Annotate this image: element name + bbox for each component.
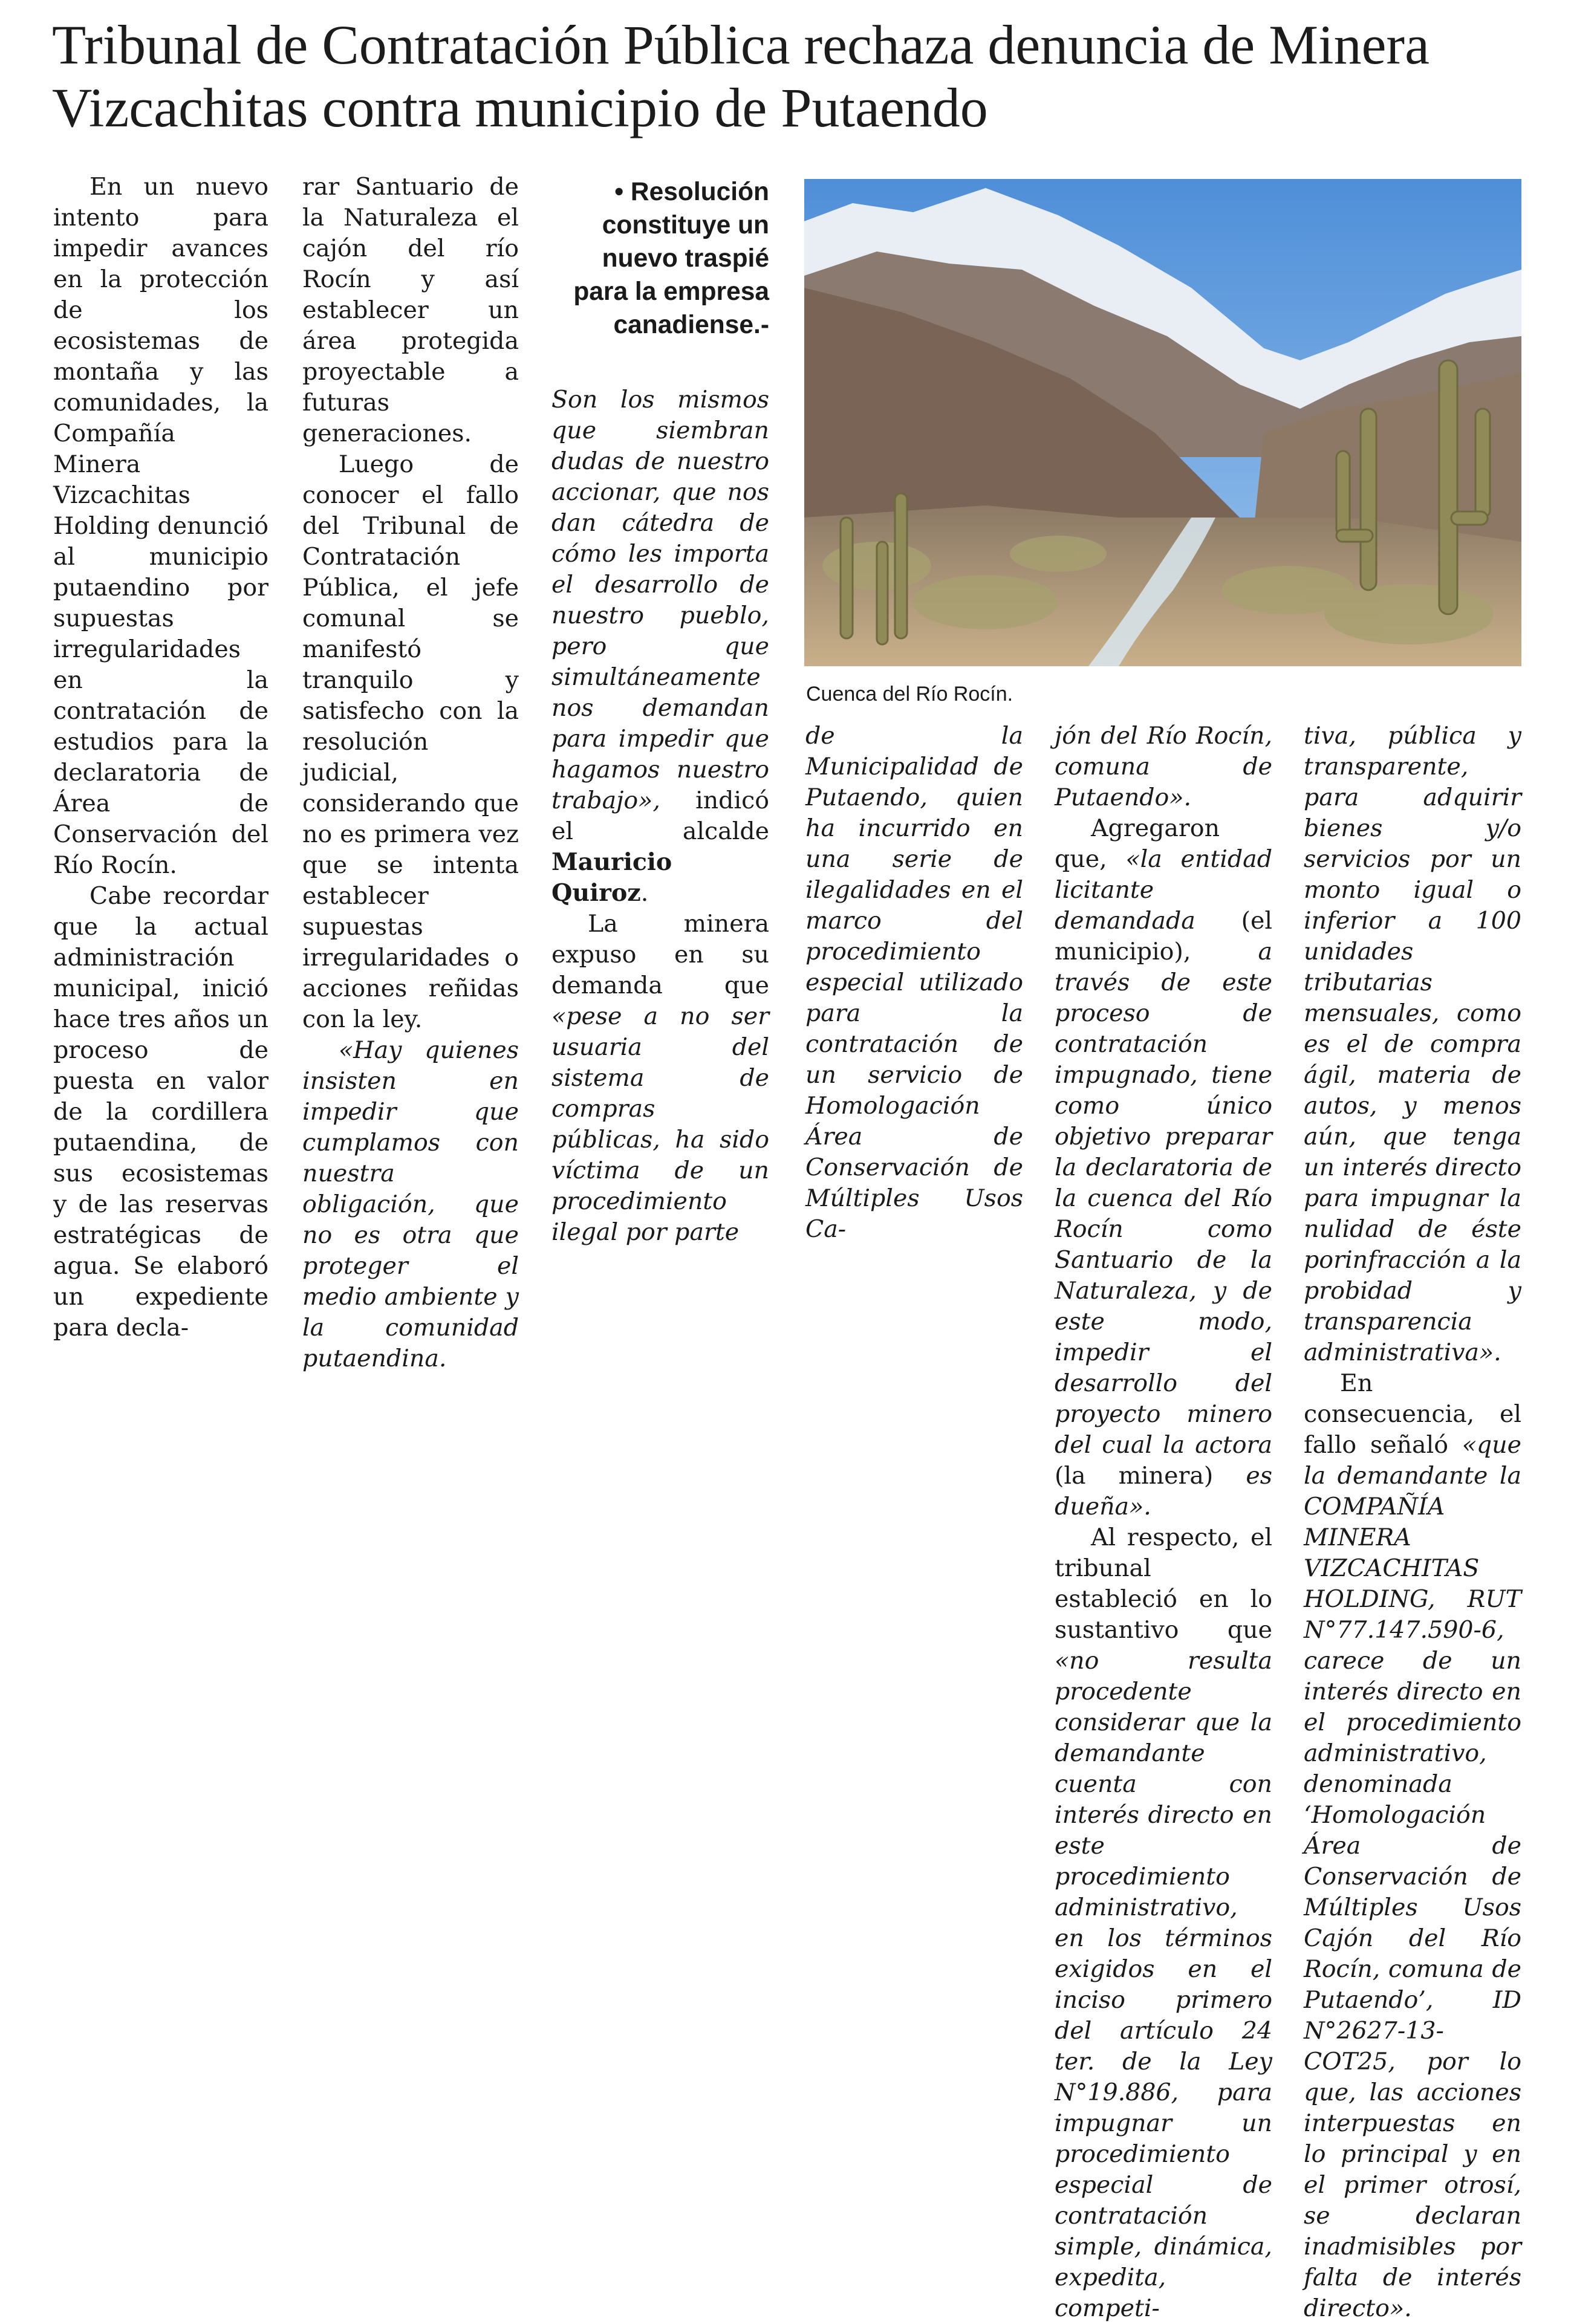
text: La minera expuso en su demanda que (551, 910, 769, 999)
text: Al respecto, el tribunal estableció en lo sustantivo que (1055, 1524, 1272, 1644)
quote-text: «pese a no ser usuaria del sistema de compras públicas, ha sido víctima de un procedimiento ilegal por parte (551, 1002, 769, 1246)
text: . (640, 879, 649, 907)
paragraph: Luego de conocer el fallo del Tribunal de Contratación Pública, el jefe comunal se manifestó tranquilo y satisfecho con la resolución judicial, considerando que no es primera vez que se intenta establecer supuestas irregularidades o acciones reñidas con la ley. (302, 450, 519, 1033)
text: En consecuencia, el fallo señaló (1304, 1369, 1521, 1459)
article-column-4 (805, 721, 1023, 1245)
text: (la minera) (1055, 1462, 1246, 1490)
quote-text: a través de este proceso de contratación impugnado, tiene como único objetivo preparar la declaratoria de la cuenca del Río Rocín como Santuario de la Naturaleza, y de este modo, impedir el desarrollo del proyecto minero del cual la actora (1055, 938, 1272, 1459)
quote-paragraph: de la Municipalidad de Putaendo, quien ha incurrido en una serie de ilegalidades en el marco del procedimiento especial utilizado para la contratación de un servicio de Homologación Área de Conservación de Múltiples Usos Ca- (805, 722, 1023, 1243)
paragraph: rar Santuario de la Naturaleza el cajón del río Rocín y así establecer un área protegida proyectable a futuras generaciones. (302, 173, 519, 447)
paragraph (551, 909, 769, 1248)
paragraph: Cabe recordar que la actual administración municipal, inició hace tres años un proceso de puesta en valor de la cordillera putaendina, de sus ecosistemas y de las reservas estratégicas de agua. Se elaboró un expediente para decla- (53, 882, 268, 1342)
paragraph (551, 385, 769, 909)
article-column-5 (1055, 721, 1272, 2324)
quote-text: «no resulta procedente considerar que la demandante cuenta con interés directo en este procedimiento administrativo, en los términos exigidos en el inciso primero del artículo 24 ter. de la Ley N°19.886, para impugnar un procedimiento especial de contratación simple, dinámica, expedita, competi- (1055, 1647, 1272, 2322)
quote-text: «la entidad licitante demandada (1055, 845, 1272, 935)
quote-text: «que la demandante la COMPAÑÍA MINERA VIZCACHITAS HOLDING, RUT N°77.147.590-6, carece de un interés directo en el procedimiento administrativo, denominada ‘Homologación Área de Conservación de Múltiples Usos Cajón del Río Rocín, comuna de Putaendo’, ID N°2627-13-COT25, por lo que, las acciones interpuestas en lo principal y en el primer otrosí, se declaran inadmisibles por falta de interés directo». (1304, 1431, 1521, 2322)
river-valley-photo (804, 179, 1521, 666)
quote-paragraph: jón del Río Rocín, comuna de Putaendo». (1055, 722, 1272, 811)
photo-caption: Cuenca del Río Rocín. (806, 683, 1013, 706)
mayor-name: Mauricio Quiroz (551, 848, 672, 907)
paragraph (1304, 1368, 1521, 2324)
article-headline: Tribunal de Contratación Pública rechaza denuncia de Minera Vizcachitas contra municipio de Putaendo (52, 14, 1430, 138)
text: indicó el alcalde (551, 787, 769, 845)
quote-text: Son los mismos que siembran dudas de nuestro accionar, que nos dan cátedra de cómo les importa el desarrollo de nuestro pueblo, pero que simultáneamente nos demandan para impedir que hagamos nuestro trabajo», (551, 386, 769, 814)
text: (el municipio), (1055, 907, 1272, 966)
article-photo (804, 179, 1521, 666)
quote-paragraph: tiva, pública y transparente, para adquirir bienes y/o servicios por un monto igual o inferior a 100 unidades tributarias mensuales, como es el de compra ágil, materia de autos, y menos aún, que tenga un interés directo para impugnar la nulidad de éste porinfracción a la probidad y transparencia administrativa». (1304, 722, 1521, 1366)
article-column-6 (1304, 721, 1521, 2324)
article-column-1 (53, 172, 268, 1343)
quote-text: es dueña». (1055, 1462, 1272, 1521)
article-column-3 (551, 385, 769, 1248)
paragraph (1055, 813, 1272, 1522)
quote-paragraph: «Hay quienes insisten en impedir que cumplamos con nuestra obligación, que no es otra que proteger el medio ambiente y la comunidad putaendina. (302, 1036, 519, 1372)
text: Agregaron que, (1055, 814, 1220, 873)
article-column-2 (302, 172, 519, 1374)
paragraph (1055, 1522, 1272, 2324)
article-subheadline: • Resolución constituye un nuevo traspié para la empresa canadiense.- (573, 178, 769, 339)
paragraph: En un nuevo intento para impedir avances en la protección de los ecosistemas de montaña y las comunidades, la Compañía Minera Vizcachitas Holding denunció al municipio putaendino por supuestas irregularidades en la contratación de estudios para la declaratoria de Área de Conservación del Río Rocín. (53, 173, 268, 879)
